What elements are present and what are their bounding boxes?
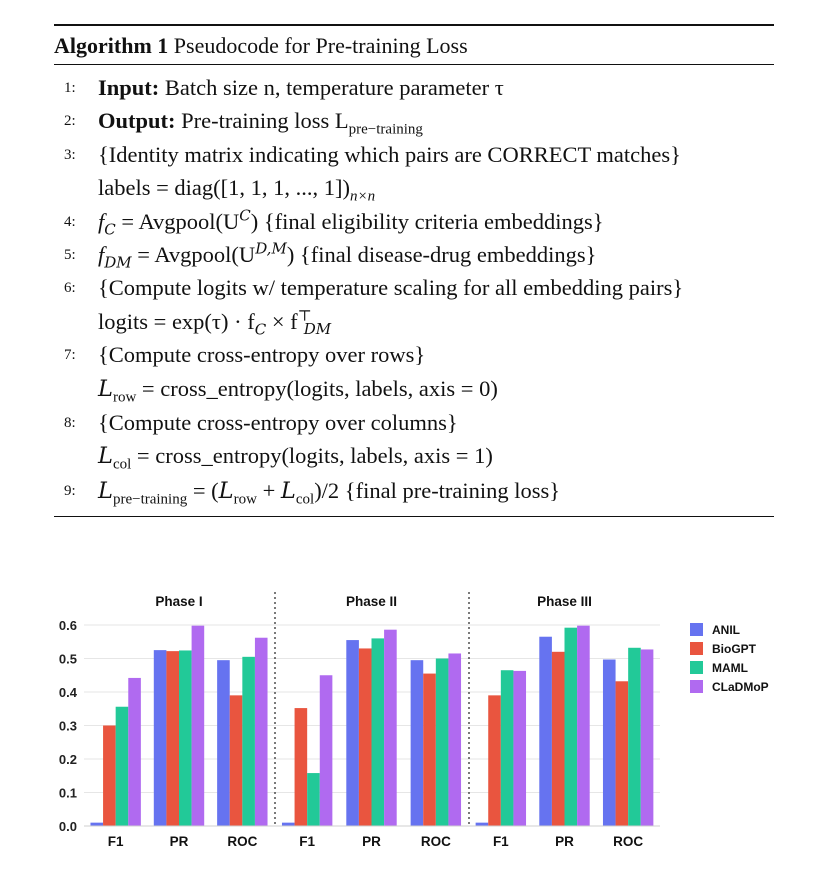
x-tick-label: F1 [492,834,509,849]
f-symbol: f [98,208,105,234]
bar-biogpt [103,726,116,827]
bar-biogpt [488,695,501,826]
bar-anil [411,660,424,826]
legend-swatch [690,623,703,636]
bar-biogpt [230,695,243,826]
algo-line-7 [54,338,774,371]
loss-symbol: L [98,477,113,504]
bar-anil [217,660,230,826]
bar-biogpt [616,681,629,826]
algo-line-3 [54,138,774,171]
x-tick-label: F1 [299,834,316,849]
f-subscript: C [104,220,116,239]
caption-label: Algorithm 1 [54,33,169,58]
loss-plus: + [256,477,281,503]
algorithm-block [54,24,774,508]
comment-identity: {Identity matrix indicating which pairs are CORRECT matches} [98,141,681,167]
y-tick-label: 0.2 [58,752,77,767]
line-number: 9: [64,482,76,499]
algo-line-6 [54,271,774,304]
comment-rows: {Compute cross-entropy over rows} [98,342,426,368]
bar-anil [539,637,552,826]
y-tick-label: 0.5 [58,651,77,667]
bar-maml [179,650,192,826]
algo-line-9 [54,474,774,508]
x-tick-label: ROC [613,834,644,849]
bar-cladmop [128,678,141,826]
line-number: 5: [64,247,76,264]
x-tick-label: PR [555,834,574,849]
loss-row-term-sub: row [233,491,257,508]
loss-row-def: = cross_entropy(logits, labels, axis = 0) [136,375,498,401]
legend-label: BioGPT [712,642,756,656]
bar-cladmop [320,675,333,826]
loss-symbol: L [98,443,113,470]
input-text: Batch size n, temperature parameter τ [164,75,504,100]
loss-row-term: L [218,477,234,504]
bar-anil [476,823,489,826]
bar-cladmop [641,649,654,826]
bar-maml [242,657,255,826]
legend-swatch [690,661,703,674]
bar-maml [307,773,320,826]
bar-cladmop [577,626,590,826]
f-symbol: f [98,242,105,268]
panel-title: Phase III [537,594,592,609]
line-number: 6: [64,280,76,297]
bar-biogpt [552,652,565,826]
transpose-sup: ⊤ [297,308,312,325]
loss-symbol: L [98,375,113,402]
x-tick-label: PR [362,834,381,849]
bar-maml [565,628,578,826]
output-subscript: pre−training [348,121,423,138]
bar-biogpt [359,648,372,826]
bar-cladmop [448,653,461,826]
algo-line-3-cont [54,171,774,204]
loss-col-def: = cross_entropy(logits, labels, axis = 1) [131,443,493,469]
algo-line-7-cont [54,372,774,406]
line-9-rest: )/2 {final pre-training loss} [314,477,561,503]
bar-maml [372,638,385,826]
algorithm-lines [54,71,774,508]
u-superscript: C [239,206,251,225]
output-text: Pre-training loss L [181,108,349,134]
avgpool-text: = Avgpool(U [131,242,256,268]
logits-sub-dm: DM [303,320,332,339]
y-tick-label: 0.6 [58,618,77,633]
bar-cladmop [255,638,268,826]
algo-line-6-cont [54,305,774,338]
line-number: 4: [64,213,76,230]
y-tick-label: 0.0 [58,819,77,834]
bar-cladmop [384,630,397,826]
line-number: 3: [64,146,76,163]
bar-anil [346,640,359,826]
y-tick-label: 0.3 [58,718,77,734]
labels-subscript: n×n [350,188,376,205]
bar-biogpt [166,651,179,826]
y-tick-label: 0.4 [58,685,77,700]
line-number: 1: [64,80,76,96]
bar-maml [501,670,514,826]
algo-line-2 [54,104,774,137]
legend-label: MAML [712,661,748,675]
algo-line-5 [54,238,774,271]
panel-title: Phase I [155,594,203,609]
algorithm-caption [54,26,774,59]
bar-cladmop [192,626,205,826]
algo-line-1 [54,71,774,104]
loss-sub-pretraining: pre−training [112,491,188,508]
bar-maml [116,707,129,826]
y-tick-label: 0.1 [58,785,77,801]
algo-line-8 [54,406,774,439]
legend-label: CLaDMoP [712,680,769,694]
output-keyword: Output: [98,108,176,134]
input-keyword: Input: [98,75,160,100]
line-5-rest: ) {final disease-drug embeddings} [286,242,597,268]
caption-rule [54,64,774,65]
bar-biogpt [423,674,436,826]
x-tick-label: PR [169,834,189,849]
comment-columns: {Compute cross-entropy over columns} [98,410,458,436]
bar-anil [603,660,616,826]
loss-col-term-sub: col [295,491,315,508]
loss-eq: = ( [187,477,219,503]
bar-cladmop [513,671,526,826]
loss-sub-col: col [112,456,132,473]
bottom-rule [54,516,774,517]
comment-logits: {Compute logits w/ temperature scaling for all embedding pairs} [98,275,684,301]
line-number: 8: [64,415,76,432]
loss-sub-row: row [112,389,137,406]
line-number: 2: [64,113,76,130]
bar-maml [436,659,449,827]
legend-swatch [690,680,703,693]
logits-sub-c: C [254,320,267,339]
line-number: 7: [64,347,76,364]
line-4-rest: ) {final eligibility criteria embeddings} [250,208,604,234]
legend-swatch [690,642,703,655]
avgpool-text: = Avgpool(U [115,208,240,234]
bar-maml [628,648,641,826]
caption-text: Pseudocode for Pre-training Loss [173,33,468,58]
x-tick-label: ROC [227,834,258,849]
bar-anil [154,650,167,826]
u-superscript: D,M [255,239,287,258]
algo-line-8-cont [54,439,774,473]
algo-line-4 [54,205,774,238]
loss-col-term: L [280,477,296,504]
x-tick-label: F1 [107,834,124,849]
legend-label: ANIL [712,623,740,637]
labels-def: labels = diag([1, 1, 1, ..., 1]) [98,175,351,201]
panel-title: Phase II [345,594,398,609]
f-subscript: DM [104,253,132,272]
bar-biogpt [295,708,308,826]
logits-def: logits = exp(τ) · f [98,308,255,334]
bar-anil [90,823,103,826]
bar-chart [0,580,826,885]
bar-anil [282,823,295,826]
logits-times: × f [266,308,298,334]
x-tick-label: ROC [420,834,451,849]
